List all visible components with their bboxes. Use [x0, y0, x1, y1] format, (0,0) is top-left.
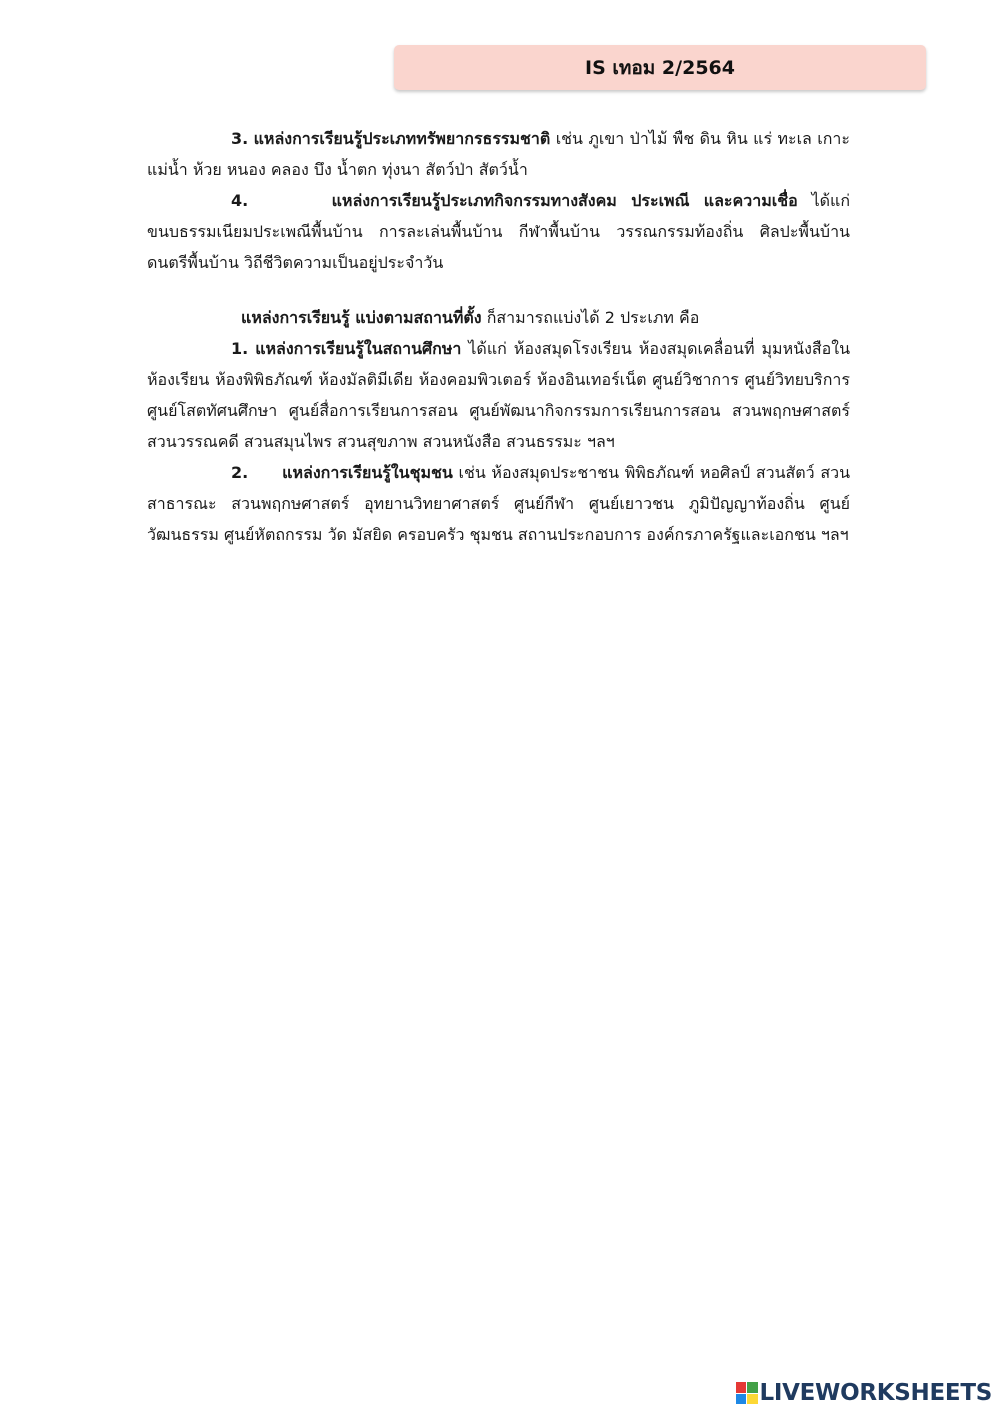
- section-intro-text: ก็สามารถแบ่งได้ 2 ประเภท คือ: [486, 308, 700, 327]
- header-banner: [394, 45, 926, 90]
- item-number: 4.: [231, 191, 249, 210]
- paragraph-heading: แหล่งการเรียนรู้ประเภททรัพยากรธรรมชาติ: [253, 129, 551, 148]
- paragraph-natural-resources: [147, 123, 850, 185]
- paragraph-social-activities: [147, 185, 850, 278]
- paragraph-text: ได้แก่ ขนบธรรมเนียมประเพณีพื้นบ้าน การละเล่นพื้นบ้าน กีฬาพื้นบ้าน วรรณกรรมท้องถิ่น ศิลปะพื้นบ้าน ดนตรีพื้นบ้าน วิถีชีวิตความเป็นอยู่ประจำวัน: [147, 191, 851, 272]
- paragraph-heading: แหล่งการเรียนรู้ประเภทกิจกรรมทางสังคม ประเพณี และความเชื่อ: [331, 191, 798, 210]
- paragraph-text: ได้แก่ ห้องสมุดโรงเรียน ห้องสมุดเคลื่อนที่ มุมหนังสือในห้องเรียน ห้องพิพิธภัณฑ์ ห้องมัลติมีเดีย ห้องคอมพิวเตอร์ ห้องอินเทอร์เน็ต ศูนย์วิชาการ ศูนย์วิทยบริการ ศูนย์โสตทัศนศึกษา ศูนย์สื่อการเรียนการสอน ศูนย์พัฒนากิจกรรมการเรียนการสอน สวนพฤกษศาสตร์ สวนวรรณคดี สวนสมุนไพร สวนสุขภาพ สวนหนังสือ สวนธรรมะ ฯลฯ: [147, 339, 850, 451]
- paragraph-heading: แหล่งการเรียนรู้ในชุมชน: [282, 463, 453, 482]
- page-title: IS เทอม 2/2564: [585, 56, 735, 79]
- item-number: 1.: [231, 339, 249, 358]
- paragraph-community-sources: [147, 457, 850, 550]
- paragraph-heading: แหล่งการเรียนรู้ในสถานศึกษา: [255, 339, 462, 358]
- item-number: 2.: [231, 463, 249, 482]
- paragraph-text: เช่น ภูเขา ป่าไม้ พืช ดิน หิน แร่ ทะเล เกาะ แม่น้ำ ห้วย หนอง คลอง บึง น้ำตก ทุ่งนา สัตว์ป่า สัตว์น้ำ: [147, 129, 850, 179]
- logo-cube-icon: [736, 1382, 758, 1404]
- logo-text: LIVEWORKSHEETS: [759, 1380, 992, 1406]
- paragraph-text: เช่น ห้องสมุดประชาชน พิพิธภัณฑ์ หอศิลป์ สวนสัตว์ สวนสาธารณะ สวนพฤกษศาสตร์ อุทยานวิทยาศาสตร์ ศูนย์กีฬา ศูนย์เยาวชน ภูมิปัญญาท้องถิ่น ศูนย์วัฒนธรรม ศูนย์หัตถกรรม วัด มัสยิด ครอบครัว ชุมชน สถานประกอบการ องค์กรภาครัฐและเอกชน ฯลฯ: [147, 463, 851, 544]
- paragraph-location-intro: [147, 302, 850, 333]
- liveworksheets-logo: [736, 1379, 992, 1407]
- item-number: 3.: [231, 129, 249, 148]
- section-heading: แหล่งการเรียนรู้ แบ่งตามสถานที่ตั้ง: [241, 308, 482, 327]
- paragraph-school-sources: [147, 333, 850, 457]
- document-body: [147, 123, 850, 550]
